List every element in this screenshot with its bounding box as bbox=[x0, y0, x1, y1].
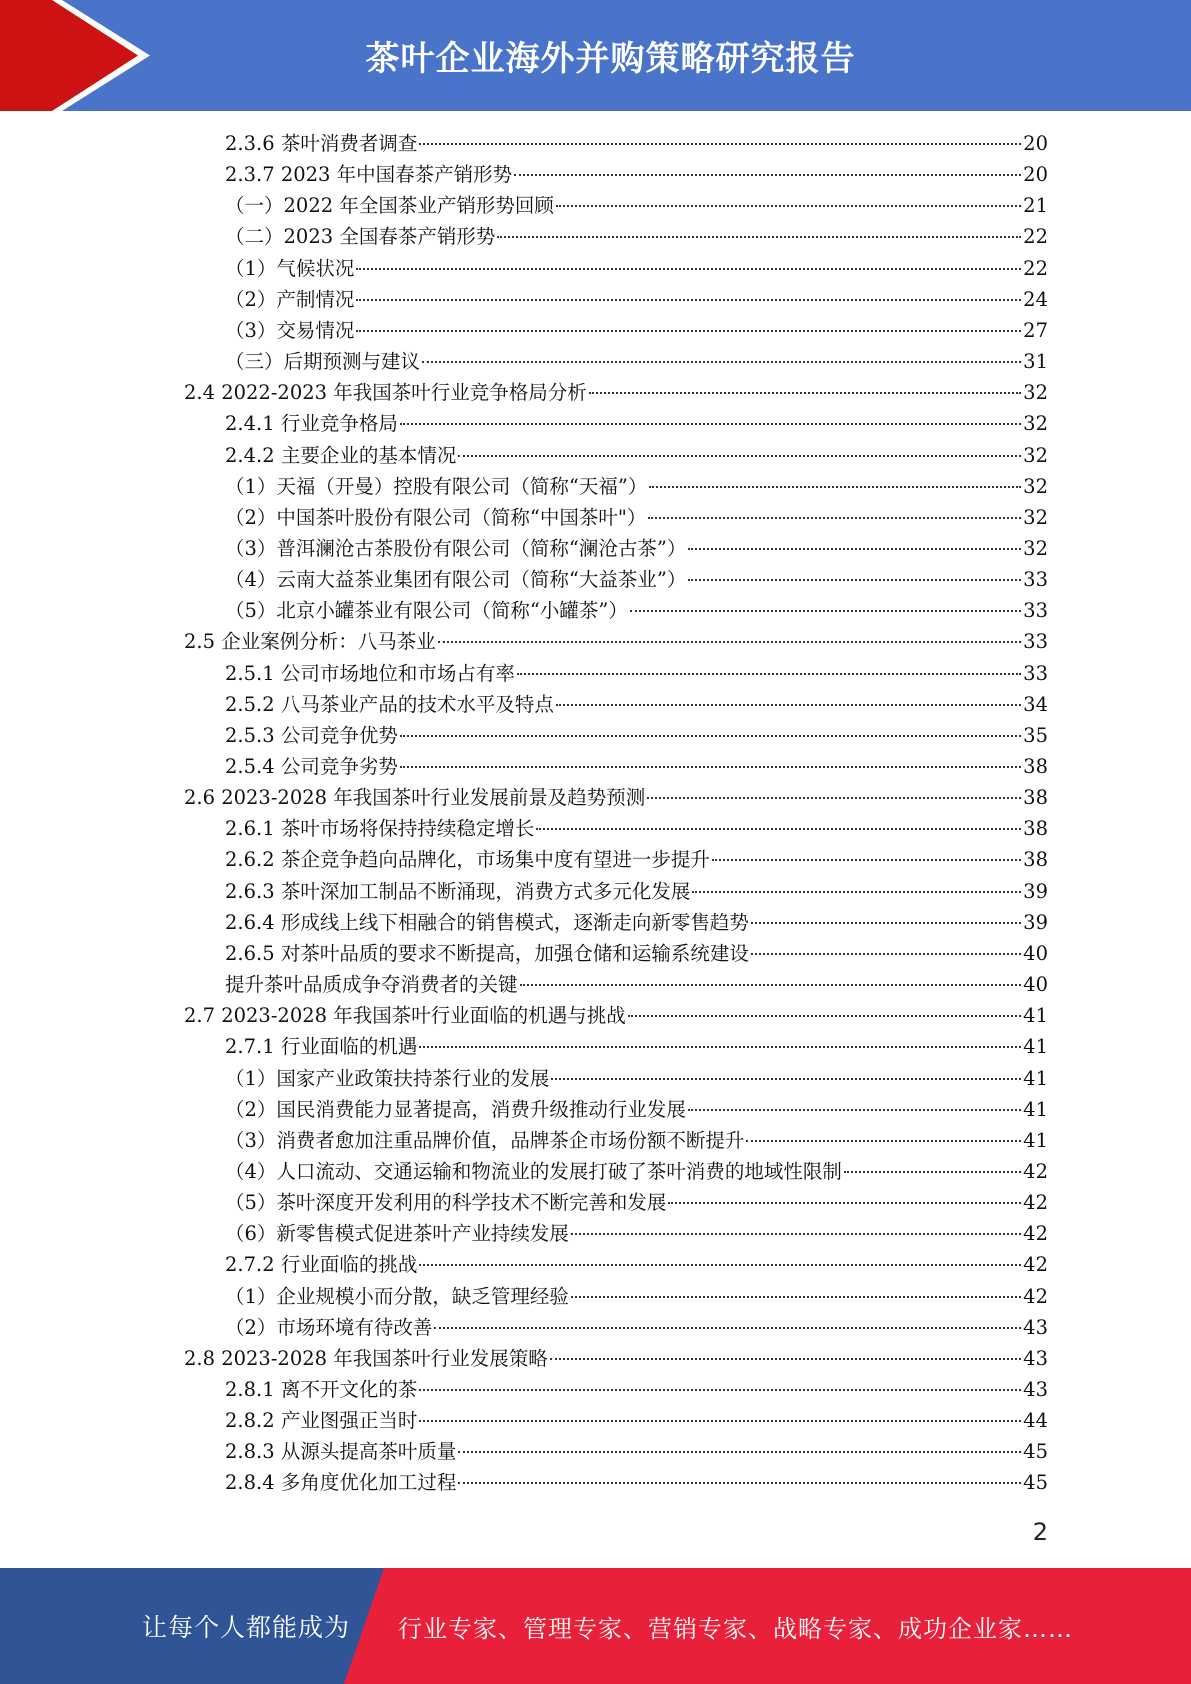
toc-entry-page: 44 bbox=[1023, 1409, 1048, 1433]
toc-dot-leader bbox=[551, 1078, 1021, 1080]
toc-entry[interactable] bbox=[225, 315, 1048, 346]
toc-entry-page: 32 bbox=[1023, 536, 1048, 560]
toc-entry-page: 40 bbox=[1023, 973, 1048, 997]
toc-dot-leader bbox=[356, 299, 1021, 301]
toc-dot-leader bbox=[497, 236, 1021, 238]
toc-dot-leader bbox=[356, 268, 1021, 270]
toc-entry-page: 43 bbox=[1023, 1346, 1048, 1370]
toc-dot-leader bbox=[688, 548, 1021, 550]
toc-dot-leader bbox=[517, 673, 1021, 675]
toc-entry-page: 39 bbox=[1023, 910, 1048, 934]
page-number: 2 bbox=[1032, 1518, 1048, 1546]
toc-entry-title: （2）中国茶叶股份有限公司（简称“中国茶叶"） bbox=[225, 505, 647, 529]
toc-entry-title: （3）交易情况 bbox=[225, 318, 355, 342]
toc-dot-leader bbox=[458, 455, 1021, 457]
document-title: 茶叶企业海外并购策略研究报告 bbox=[365, 39, 856, 79]
toc-entry[interactable] bbox=[225, 1249, 1048, 1280]
toc-entry-title: （6）新零售模式促进茶叶产业持续发展 bbox=[225, 1222, 569, 1246]
toc-entry-title: （1）气候状况 bbox=[225, 256, 355, 280]
toc-dot-leader bbox=[419, 1420, 1021, 1422]
toc-dot-leader bbox=[556, 704, 1021, 706]
toc-dot-leader bbox=[419, 1264, 1021, 1266]
toc-entry-page: 33 bbox=[1023, 599, 1048, 623]
toc-entry-page: 22 bbox=[1023, 256, 1048, 280]
toc-entry-page: 42 bbox=[1023, 1253, 1048, 1277]
toc-dot-leader bbox=[458, 1451, 1021, 1453]
toc-entry[interactable] bbox=[225, 1031, 1048, 1062]
toc-entry-title: （3）普洱澜沧古茶股份有限公司（简称“澜沧古茶”） bbox=[225, 536, 687, 560]
toc-dot-leader bbox=[422, 361, 1021, 363]
page-header bbox=[0, 0, 1191, 111]
toc-entry[interactable] bbox=[225, 938, 1048, 969]
toc-dot-leader bbox=[536, 828, 1021, 830]
toc-entry-page: 45 bbox=[1023, 1440, 1048, 1464]
toc-entry-title: 2.6.5 对茶叶品质的要求不断提高，加强仓储和运输系统建设 bbox=[225, 941, 749, 965]
toc-dot-leader bbox=[688, 1109, 1021, 1111]
toc-entry-page: 41 bbox=[1023, 1128, 1048, 1152]
toc-entry-page: 42 bbox=[1023, 1222, 1048, 1246]
toc-entry-page: 38 bbox=[1023, 817, 1048, 841]
toc-entry-page: 41 bbox=[1023, 1066, 1048, 1090]
toc-dot-leader bbox=[746, 1140, 1021, 1142]
toc-entry-title: 2.5.4 公司竞争劣势 bbox=[225, 755, 398, 778]
toc-entry-title: 2.5.2 八马茶业产品的技术水平及特点 bbox=[225, 692, 554, 716]
toc-entry-title: 2.8.1 离不开文化的茶 bbox=[225, 1378, 418, 1401]
toc-entry[interactable] bbox=[225, 533, 1048, 564]
toc-entry[interactable] bbox=[184, 1000, 1048, 1031]
toc-entry-title: （二）2023 全国春茶产销形势 bbox=[225, 225, 496, 249]
toc-entry[interactable] bbox=[225, 720, 1048, 751]
toc-entry-page: 32 bbox=[1023, 505, 1048, 529]
toc-entry[interactable] bbox=[225, 221, 1048, 252]
toc-entry[interactable] bbox=[225, 1063, 1048, 1094]
toc-entry-title: （2）市场环境有待改善 bbox=[225, 1315, 433, 1339]
toc-entry[interactable] bbox=[225, 1125, 1048, 1156]
toc-entry[interactable] bbox=[225, 564, 1048, 595]
toc-entry[interactable] bbox=[225, 595, 1048, 626]
toc-entry[interactable] bbox=[225, 876, 1048, 907]
toc-entry[interactable] bbox=[225, 159, 1048, 190]
toc-dot-leader bbox=[438, 641, 1021, 643]
toc-entry[interactable] bbox=[225, 1467, 1048, 1498]
toc-dot-leader bbox=[712, 859, 1021, 861]
toc-entry-title: 2.4.2 主要企业的基本情况 bbox=[225, 443, 457, 467]
toc-entry-title: （5）茶叶深度开发利用的科学技术不断完善和发展 bbox=[225, 1191, 667, 1215]
toc-dot-leader bbox=[550, 1358, 1021, 1360]
toc-entry[interactable] bbox=[225, 969, 1048, 1000]
toc-entry-title: 2.8 2023-2028 年我国茶叶行业发展策略 bbox=[184, 1346, 548, 1370]
toc-dot-leader bbox=[556, 205, 1021, 207]
toc-entry-page: 38 bbox=[1023, 848, 1048, 872]
toc-entry[interactable] bbox=[225, 813, 1048, 844]
toc-entry-page: 33 bbox=[1023, 568, 1048, 592]
toc-entry-title: 2.7.1 行业面临的机遇 bbox=[225, 1035, 418, 1059]
toc-entry-page: 41 bbox=[1023, 1097, 1048, 1121]
toc-entry-page: 33 bbox=[1023, 661, 1048, 685]
toc-entry-title: 2.8.2 产业图强正当时 bbox=[225, 1409, 418, 1433]
toc-entry-page: 43 bbox=[1023, 1378, 1048, 1401]
toc-entry-page: 34 bbox=[1023, 692, 1048, 716]
toc-dot-leader bbox=[688, 579, 1021, 581]
toc-entry-title: （2）国民消费能力显著提高，消费升级推动行业发展 bbox=[225, 1097, 686, 1121]
toc-dot-leader bbox=[751, 953, 1021, 955]
toc-entry-title: 2.7 2023-2028 年我国茶叶行业面临的机遇与挑战 bbox=[184, 1004, 626, 1028]
toc-dot-leader bbox=[647, 797, 1021, 799]
toc-dot-leader bbox=[571, 1296, 1021, 1298]
toc-entry-page: 27 bbox=[1023, 318, 1048, 342]
toc-entry[interactable] bbox=[225, 689, 1048, 720]
toc-entry[interactable] bbox=[225, 1374, 1048, 1405]
toc-entry-page: 42 bbox=[1023, 1284, 1048, 1308]
toc-entry-title: 2.4 2022-2023 年我国茶叶行业竞争格局分析 bbox=[184, 381, 587, 405]
toc-dot-leader bbox=[514, 174, 1021, 176]
toc-entry-title: （2）产制情况 bbox=[225, 287, 355, 311]
footer-slogan-left: 让每个人都能成为 bbox=[142, 1613, 351, 1642]
toc-entry-title: 2.6.2 茶企竞争趋向品牌化，市场集中度有望进一步提升 bbox=[225, 848, 710, 872]
toc-entry-page: 20 bbox=[1023, 163, 1048, 187]
toc-dot-leader bbox=[400, 766, 1021, 768]
toc-entry[interactable] bbox=[225, 440, 1048, 471]
toc-entry-title: 2.8.3 从源头提高茶叶质量 bbox=[225, 1440, 457, 1464]
toc-entry[interactable] bbox=[225, 751, 1048, 782]
toc-entry-title: （1）天福（开曼）控股有限公司（简称“天福”） bbox=[225, 474, 648, 498]
toc-entry-title: 提升茶叶品质成争夺消费者的关键 bbox=[225, 973, 518, 997]
toc-entry-title: （5）北京小罐茶业有限公司（简称“小罐茶”） bbox=[225, 599, 628, 623]
toc-entry[interactable] bbox=[184, 377, 1048, 408]
toc-entry[interactable] bbox=[225, 844, 1048, 875]
toc-entry[interactable] bbox=[225, 1281, 1048, 1312]
toc-entry-page: 32 bbox=[1023, 443, 1048, 467]
toc-entry[interactable] bbox=[184, 782, 1048, 813]
toc-entry-title: （三）后期预测与建议 bbox=[225, 350, 421, 374]
footer-slogan-right: 行业专家、管理专家、营销专家、战略专家、成功企业家…… bbox=[398, 1614, 1073, 1643]
toc-dot-leader bbox=[668, 1202, 1021, 1204]
toc-entry-title: 2.3.6 茶叶消费者调查 bbox=[225, 132, 418, 155]
toc-entry-title: 2.8.4 多角度优化加工过程 bbox=[225, 1471, 457, 1495]
toc-entry-title: 2.4.1 行业竞争格局 bbox=[225, 412, 398, 436]
toc-entry[interactable] bbox=[225, 1218, 1048, 1249]
toc-entry[interactable] bbox=[225, 1405, 1048, 1436]
toc-entry-page: 41 bbox=[1023, 1004, 1048, 1028]
toc-entry-page: 39 bbox=[1023, 879, 1048, 903]
toc-dot-leader bbox=[400, 423, 1021, 425]
toc-entry-page: 32 bbox=[1023, 412, 1048, 436]
toc-entry-page: 24 bbox=[1023, 287, 1048, 311]
toc-entry-page: 20 bbox=[1023, 132, 1048, 155]
toc-dot-leader bbox=[400, 735, 1021, 737]
toc-dot-leader bbox=[589, 392, 1021, 394]
toc-entry-page: 42 bbox=[1023, 1159, 1048, 1183]
toc-dot-leader bbox=[692, 891, 1021, 893]
toc-dot-leader bbox=[434, 1327, 1021, 1329]
toc-entry[interactable] bbox=[225, 658, 1048, 689]
toc-dot-leader bbox=[419, 1046, 1021, 1048]
toc-dot-leader bbox=[520, 984, 1022, 986]
toc-entry-title: （4）人口流动、交通运输和物流业的发展打破了茶叶消费的地域性限制 bbox=[225, 1159, 842, 1183]
toc-dot-leader bbox=[630, 610, 1021, 612]
toc-entry[interactable] bbox=[225, 253, 1048, 284]
toc-entry[interactable] bbox=[225, 1187, 1048, 1218]
toc-entry-page: 38 bbox=[1023, 755, 1048, 778]
toc-entry[interactable] bbox=[225, 346, 1048, 377]
toc-dot-leader bbox=[751, 922, 1021, 924]
toc-entry-page: 33 bbox=[1023, 630, 1048, 654]
toc-entry-page: 38 bbox=[1023, 786, 1048, 810]
toc-dot-leader bbox=[419, 143, 1021, 145]
toc-entry-page: 43 bbox=[1023, 1315, 1048, 1339]
toc-entry-title: 2.5.1 公司市场地位和市场占有率 bbox=[225, 661, 515, 685]
toc-entry-title: （1）国家产业政策扶持茶行业的发展 bbox=[225, 1066, 550, 1090]
toc-entry-title: 2.3.7 2023 年中国春茶产销形势 bbox=[225, 163, 513, 187]
toc-entry[interactable] bbox=[225, 284, 1048, 315]
toc-entry-title: 2.5 企业案例分析：八马茶业 bbox=[184, 630, 436, 654]
toc-dot-leader bbox=[628, 1015, 1021, 1017]
toc-entry-page: 32 bbox=[1023, 474, 1048, 498]
toc-entry[interactable] bbox=[225, 190, 1048, 221]
toc-entry-page: 21 bbox=[1023, 194, 1048, 218]
toc-entry-page: 31 bbox=[1023, 350, 1048, 374]
toc-entry-title: 2.6.1 茶叶市场将保持持续稳定增长 bbox=[225, 817, 535, 841]
toc-dot-leader bbox=[571, 1233, 1021, 1235]
toc-dot-leader bbox=[649, 486, 1021, 488]
toc-entry-page: 41 bbox=[1023, 1035, 1048, 1059]
toc-entry-page: 22 bbox=[1023, 225, 1048, 249]
toc-entry[interactable] bbox=[225, 128, 1048, 159]
toc-entry-title: （一）2022 年全国茶业产销形势回顾 bbox=[225, 194, 554, 218]
toc-entry-title: 2.6.4 形成线上线下相融合的销售模式，逐渐走向新零售趋势 bbox=[225, 910, 749, 934]
toc-entry-page: 40 bbox=[1023, 941, 1048, 965]
toc-dot-leader bbox=[356, 330, 1021, 332]
toc-entry-title: （1）企业规模小而分散，缺乏管理经验 bbox=[225, 1284, 569, 1308]
toc-entry-title: （3）消费者愈加注重品牌价值，品牌茶企市场份额不断提升 bbox=[225, 1128, 745, 1152]
toc-entry[interactable] bbox=[225, 1436, 1048, 1467]
toc-entry[interactable] bbox=[225, 907, 1048, 938]
toc-dot-leader bbox=[844, 1171, 1021, 1173]
toc-dot-leader bbox=[648, 517, 1021, 519]
toc-entry[interactable] bbox=[225, 1094, 1048, 1125]
toc-entry-title: 2.5.3 公司竞争优势 bbox=[225, 723, 398, 747]
toc-entry[interactable] bbox=[225, 1312, 1048, 1343]
toc-entry-title: （4）云南大益茶业集团有限公司（简称“大益茶业”） bbox=[225, 568, 687, 592]
toc-entry[interactable] bbox=[184, 1343, 1048, 1374]
toc-entry[interactable] bbox=[225, 502, 1048, 533]
toc-dot-leader bbox=[419, 1389, 1021, 1391]
toc-entry[interactable] bbox=[184, 626, 1048, 657]
toc-dot-leader bbox=[458, 1482, 1021, 1484]
page-footer bbox=[0, 1568, 1191, 1684]
toc-entry-title: 2.6.3 茶叶深加工制品不断涌现，消费方式多元化发展 bbox=[225, 879, 691, 903]
toc-entry-page: 35 bbox=[1023, 723, 1048, 747]
toc-entry[interactable] bbox=[225, 471, 1048, 502]
toc-entry-title: 2.7.2 行业面临的挑战 bbox=[225, 1253, 418, 1277]
toc-entry[interactable] bbox=[225, 1156, 1048, 1187]
toc-entry[interactable] bbox=[225, 408, 1048, 439]
toc-entry-page: 32 bbox=[1023, 381, 1048, 405]
toc-entry-title: 2.6 2023-2028 年我国茶叶行业发展前景及趋势预测 bbox=[184, 786, 646, 810]
toc-entry-page: 42 bbox=[1023, 1191, 1048, 1215]
toc-entry-page: 45 bbox=[1023, 1471, 1048, 1495]
